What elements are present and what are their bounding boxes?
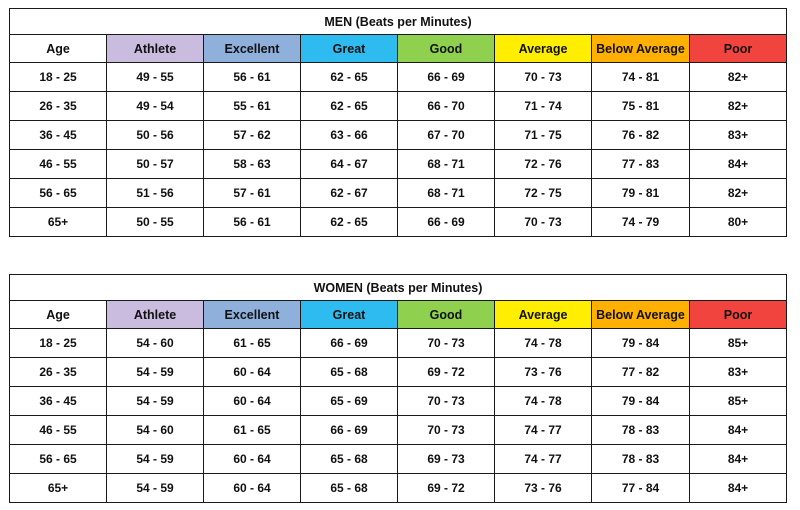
cell-below-average: 79 - 84 bbox=[592, 329, 690, 358]
table-row bbox=[10, 150, 787, 179]
cell-poor: 83+ bbox=[690, 121, 787, 150]
cell-poor: 82+ bbox=[690, 92, 787, 121]
cell-poor: 85+ bbox=[690, 329, 787, 358]
cell-great: 64 - 67 bbox=[301, 150, 398, 179]
cell-athlete: 54 - 59 bbox=[107, 387, 204, 416]
cell-poor: 82+ bbox=[690, 63, 787, 92]
cell-excellent: 60 - 64 bbox=[204, 474, 301, 503]
cell-great: 62 - 65 bbox=[301, 63, 398, 92]
cell-great: 66 - 69 bbox=[301, 416, 398, 445]
cell-age: 56 - 65 bbox=[10, 445, 107, 474]
header-excellent: Excellent bbox=[204, 301, 301, 329]
cell-below-average: 79 - 84 bbox=[592, 387, 690, 416]
cell-below-average: 74 - 81 bbox=[592, 63, 690, 92]
cell-great: 62 - 65 bbox=[301, 208, 398, 237]
cell-good: 69 - 72 bbox=[398, 474, 495, 503]
cell-good: 66 - 69 bbox=[398, 63, 495, 92]
cell-average: 74 - 78 bbox=[495, 329, 592, 358]
cell-average: 72 - 75 bbox=[495, 179, 592, 208]
cell-athlete: 50 - 55 bbox=[107, 208, 204, 237]
women-heart-rate-table bbox=[9, 274, 787, 503]
cell-average: 73 - 76 bbox=[495, 358, 592, 387]
header-below-average: Below Average bbox=[592, 301, 690, 329]
cell-athlete: 54 - 59 bbox=[107, 358, 204, 387]
cell-average: 70 - 73 bbox=[495, 63, 592, 92]
cell-excellent: 58 - 63 bbox=[204, 150, 301, 179]
table-row bbox=[10, 92, 787, 121]
cell-average: 71 - 75 bbox=[495, 121, 592, 150]
cell-age: 26 - 35 bbox=[10, 92, 107, 121]
table-row bbox=[10, 416, 787, 445]
cell-poor: 84+ bbox=[690, 150, 787, 179]
cell-poor: 83+ bbox=[690, 358, 787, 387]
table-row bbox=[10, 387, 787, 416]
cell-age: 46 - 55 bbox=[10, 416, 107, 445]
cell-good: 66 - 70 bbox=[398, 92, 495, 121]
cell-below-average: 75 - 81 bbox=[592, 92, 690, 121]
header-great: Great bbox=[301, 35, 398, 63]
header-excellent: Excellent bbox=[204, 35, 301, 63]
cell-athlete: 50 - 56 bbox=[107, 121, 204, 150]
cell-great: 65 - 68 bbox=[301, 358, 398, 387]
cell-excellent: 56 - 61 bbox=[204, 208, 301, 237]
cell-excellent: 57 - 62 bbox=[204, 121, 301, 150]
cell-average: 70 - 73 bbox=[495, 208, 592, 237]
cell-below-average: 79 - 81 bbox=[592, 179, 690, 208]
cell-good: 69 - 72 bbox=[398, 358, 495, 387]
table-row bbox=[10, 63, 787, 92]
table-row bbox=[10, 445, 787, 474]
header-athlete: Athlete bbox=[107, 301, 204, 329]
men-heart-rate-table bbox=[9, 8, 787, 237]
table-row bbox=[10, 179, 787, 208]
cell-excellent: 61 - 65 bbox=[204, 329, 301, 358]
cell-good: 68 - 71 bbox=[398, 179, 495, 208]
cell-good: 70 - 73 bbox=[398, 329, 495, 358]
cell-average: 74 - 77 bbox=[495, 445, 592, 474]
cell-below-average: 77 - 82 bbox=[592, 358, 690, 387]
cell-excellent: 55 - 61 bbox=[204, 92, 301, 121]
header-age: Age bbox=[10, 35, 107, 63]
header-average: Average bbox=[495, 301, 592, 329]
cell-great: 65 - 68 bbox=[301, 445, 398, 474]
table-row bbox=[10, 329, 787, 358]
cell-athlete: 51 - 56 bbox=[107, 179, 204, 208]
cell-age: 46 - 55 bbox=[10, 150, 107, 179]
cell-athlete: 54 - 60 bbox=[107, 329, 204, 358]
header-poor: Poor bbox=[690, 35, 787, 63]
cell-good: 66 - 69 bbox=[398, 208, 495, 237]
cell-athlete: 50 - 57 bbox=[107, 150, 204, 179]
cell-great: 62 - 67 bbox=[301, 179, 398, 208]
cell-average: 74 - 78 bbox=[495, 387, 592, 416]
cell-average: 71 - 74 bbox=[495, 92, 592, 121]
cell-excellent: 61 - 65 bbox=[204, 416, 301, 445]
cell-excellent: 60 - 64 bbox=[204, 358, 301, 387]
header-age: Age bbox=[10, 301, 107, 329]
cell-excellent: 60 - 64 bbox=[204, 445, 301, 474]
cell-age: 36 - 45 bbox=[10, 121, 107, 150]
table-row bbox=[10, 121, 787, 150]
cell-below-average: 78 - 83 bbox=[592, 445, 690, 474]
table-row bbox=[10, 474, 787, 503]
cell-poor: 84+ bbox=[690, 445, 787, 474]
cell-average: 74 - 77 bbox=[495, 416, 592, 445]
cell-great: 62 - 65 bbox=[301, 92, 398, 121]
header-poor: Poor bbox=[690, 301, 787, 329]
cell-excellent: 60 - 64 bbox=[204, 387, 301, 416]
cell-poor: 84+ bbox=[690, 474, 787, 503]
cell-age: 18 - 25 bbox=[10, 63, 107, 92]
cell-good: 70 - 73 bbox=[398, 387, 495, 416]
table-row bbox=[10, 208, 787, 237]
header-great: Great bbox=[301, 301, 398, 329]
cell-athlete: 49 - 54 bbox=[107, 92, 204, 121]
header-average: Average bbox=[495, 35, 592, 63]
cell-poor: 82+ bbox=[690, 179, 787, 208]
cell-poor: 80+ bbox=[690, 208, 787, 237]
cell-good: 70 - 73 bbox=[398, 416, 495, 445]
header-below-average: Below Average bbox=[592, 35, 690, 63]
cell-age: 65+ bbox=[10, 208, 107, 237]
cell-age: 56 - 65 bbox=[10, 179, 107, 208]
cell-below-average: 74 - 79 bbox=[592, 208, 690, 237]
cell-below-average: 77 - 83 bbox=[592, 150, 690, 179]
cell-good: 69 - 73 bbox=[398, 445, 495, 474]
header-good: Good bbox=[398, 301, 495, 329]
cell-excellent: 56 - 61 bbox=[204, 63, 301, 92]
cell-athlete: 49 - 55 bbox=[107, 63, 204, 92]
cell-age: 65+ bbox=[10, 474, 107, 503]
cell-below-average: 77 - 84 bbox=[592, 474, 690, 503]
cell-athlete: 54 - 59 bbox=[107, 474, 204, 503]
cell-poor: 84+ bbox=[690, 416, 787, 445]
men-table-title: MEN (Beats per Minutes) bbox=[10, 9, 787, 35]
cell-athlete: 54 - 59 bbox=[107, 445, 204, 474]
cell-average: 73 - 76 bbox=[495, 474, 592, 503]
cell-athlete: 54 - 60 bbox=[107, 416, 204, 445]
cell-great: 63 - 66 bbox=[301, 121, 398, 150]
header-athlete: Athlete bbox=[107, 35, 204, 63]
table-row bbox=[10, 358, 787, 387]
cell-great: 65 - 69 bbox=[301, 387, 398, 416]
cell-poor: 85+ bbox=[690, 387, 787, 416]
cell-excellent: 57 - 61 bbox=[204, 179, 301, 208]
cell-below-average: 78 - 83 bbox=[592, 416, 690, 445]
cell-below-average: 76 - 82 bbox=[592, 121, 690, 150]
cell-age: 26 - 35 bbox=[10, 358, 107, 387]
cell-age: 36 - 45 bbox=[10, 387, 107, 416]
cell-good: 68 - 71 bbox=[398, 150, 495, 179]
cell-good: 67 - 70 bbox=[398, 121, 495, 150]
women-table-title: WOMEN (Beats per Minutes) bbox=[10, 275, 787, 301]
cell-great: 66 - 69 bbox=[301, 329, 398, 358]
cell-great: 65 - 68 bbox=[301, 474, 398, 503]
header-good: Good bbox=[398, 35, 495, 63]
cell-age: 18 - 25 bbox=[10, 329, 107, 358]
cell-average: 72 - 76 bbox=[495, 150, 592, 179]
